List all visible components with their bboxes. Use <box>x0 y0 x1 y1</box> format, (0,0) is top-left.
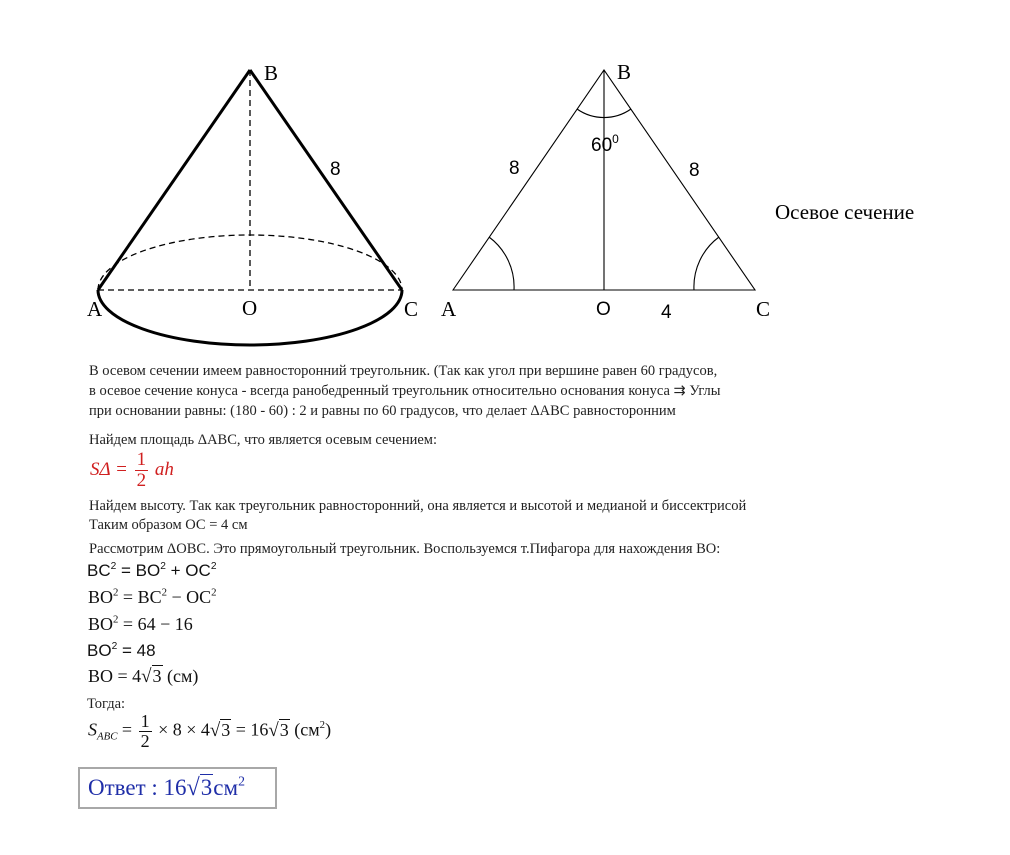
cone-label-A: A <box>87 297 103 321</box>
cone-figure <box>87 61 418 345</box>
explanation-line-1: В осевом сечении имеем равносторонний треугольник. (Так как угол при вершине равен 60 градусов, <box>89 363 718 379</box>
triangle-half-base: 4 <box>661 302 672 323</box>
cone-generator-right <box>250 70 402 290</box>
fraction-denominator: 2 <box>136 469 147 491</box>
then-line: Тогда: <box>87 696 126 712</box>
equation-bo-squared: $BO^2 = BC^2 - OC^2$ <box>88 586 217 607</box>
triangle-label-O: O <box>596 299 611 320</box>
area-formula-rhs: ah <box>154 458 174 480</box>
figure-caption: Осевое сечение <box>775 200 915 224</box>
fraction-one-half <box>135 450 149 491</box>
explanation-line-3: при основании равны: (180 - 60) : 2 и равны по 60 градусов, что делает ΔАВС равносторонним <box>89 403 676 419</box>
triangle-right-side: 8 <box>689 160 700 181</box>
equation-bo-numeric: $BO^2 = 64 - 16$ <box>88 613 193 634</box>
area-formula <box>90 450 174 491</box>
equation-bo-48: $BO^2 = 48$ <box>87 640 156 660</box>
geometry-figure <box>0 0 1010 360</box>
cone-label-C: C <box>404 297 419 321</box>
angle-arc-a <box>489 237 514 290</box>
triangle-label-B: B <box>617 60 632 84</box>
axial-section-triangle <box>441 60 770 323</box>
find-area-line: Найдем площадь ΔАВС, что является осевым сечением: <box>89 432 437 448</box>
triangle-left-side: 8 <box>509 158 520 179</box>
answer-box <box>78 767 277 809</box>
area-calculation: $S_{ABC}$ = $\frac{1}{2}$ × 8 × 4√3 = 16√3 $(см^2)$ <box>88 711 332 751</box>
angle-arc-c <box>694 237 719 290</box>
fraction-numerator: 1 <box>136 449 147 470</box>
find-height-line: Найдем высоту. Так как треугольник равносторонний, она является и высотой и медианой и биссектрисой <box>89 498 747 514</box>
area-formula-lhs: SΔ = <box>90 458 128 480</box>
cone-label-B: B <box>264 61 279 85</box>
explanation-line-2: в осевое сечение конуса - всегда ранобедренный треугольник относительно основания конуса ⇉ Углы <box>89 383 721 399</box>
consider-line: Рассмотрим ΔОВС. Это прямоугольный треугольник. Воспользуемся т.Пифагора для нахождения ВО: <box>89 541 721 557</box>
triangle-label-A: A <box>441 297 457 321</box>
apex-angle-value: $60^0$ <box>591 132 619 156</box>
triangle-label-C: C <box>756 297 771 321</box>
cone-label-O: O <box>242 296 258 320</box>
answer-text: Ответ : $16√3см^2$ <box>88 773 245 801</box>
equation-bo-result: BO = 4√3 (см) <box>88 666 199 687</box>
thus-line: Таким образом ОС = 4 см <box>89 517 248 533</box>
cone-side-label: 8 <box>330 159 341 180</box>
cone-generator-left <box>98 70 250 290</box>
area-fraction: $\frac{1}{2}$ <box>140 711 150 751</box>
equation-pythagoras: $BC^2 = BO^2 + OC^2$ <box>87 560 217 580</box>
